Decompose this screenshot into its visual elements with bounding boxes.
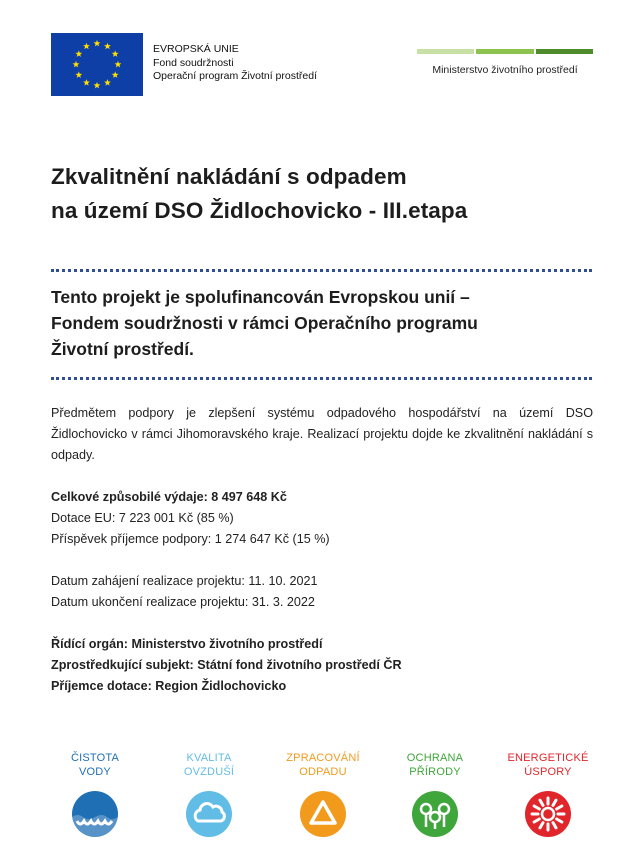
- sun-ray: [540, 800, 543, 805]
- cost-block: [51, 487, 330, 550]
- title-line-2: na území DSO Židlochovicko - III.etapa: [51, 198, 468, 223]
- eu-star: [75, 50, 82, 57]
- total-cost: Celkové způsobilé výdaje: 8 497 648 Kč: [51, 490, 287, 504]
- eu-star: [104, 43, 111, 50]
- label-line-2: ODPADU: [299, 766, 347, 778]
- dotted-divider-top: [51, 269, 592, 272]
- label-line-1: OCHRANA: [406, 752, 464, 764]
- eu-stars-icon: [51, 33, 143, 96]
- sun-energy-icon: [525, 791, 571, 837]
- eu-star: [112, 50, 119, 57]
- managing-authority: Řídící orgán: Ministerstvo životního prostředí: [51, 637, 323, 651]
- icon-label: [163, 751, 255, 781]
- icon-label: [277, 751, 369, 781]
- icon-energy-savings: [502, 751, 594, 837]
- water-icon: [72, 791, 118, 837]
- ministry-color-bars: [417, 49, 593, 54]
- icon-nature-protection: [389, 751, 481, 837]
- date-block: [51, 571, 318, 613]
- ministry-bar-1: [417, 49, 474, 54]
- label-line-1: ZPRACOVÁNÍ: [286, 752, 360, 764]
- sun-ray: [540, 823, 543, 828]
- eu-star: [112, 71, 119, 78]
- icon-waste-processing: [277, 751, 369, 837]
- subtitle-line-1: Tento projekt je spolufinancován Evropskou unií –: [51, 287, 470, 307]
- label-line-1: KVALITA: [186, 752, 232, 764]
- end-date: Datum ukončení realizace projektu: 31. 3. 2022: [51, 595, 315, 609]
- icon-water-quality: [49, 751, 141, 837]
- start-date: Datum zahájení realizace projektu: 11. 10. 2021: [51, 574, 318, 588]
- ministry-name: Ministerstvo životního prostředí: [432, 64, 578, 76]
- label-line-1: ČISTOTA: [70, 752, 120, 764]
- label-line-2: PŘÍRODY: [409, 766, 461, 778]
- ministry-bar-2: [476, 49, 533, 54]
- recycle-triangle-icon: [300, 791, 346, 837]
- eu-star: [83, 43, 90, 50]
- icon-label: [49, 751, 141, 781]
- organisations-block: [51, 634, 402, 697]
- subtitle-line-3: Životní prostředí.: [51, 339, 194, 359]
- sun-ray: [553, 800, 556, 805]
- title-line-1: Zkvalitnění nakládání s odpadem: [51, 164, 407, 189]
- eu-star: [94, 82, 101, 89]
- eu-star: [115, 61, 122, 68]
- grant-recipient: Příjemce dotace: Region Židlochovicko: [51, 679, 287, 693]
- subtitle-line-2: Fondem soudržnosti v rámci Operačního programu: [51, 313, 478, 333]
- nature-icon: [412, 791, 458, 837]
- label-line-2: VODY: [79, 766, 111, 778]
- sun-ray: [534, 819, 539, 822]
- dotted-divider-bottom: [51, 377, 592, 380]
- page-title: [51, 160, 467, 228]
- eu-line-1: EVROPSKÁ UNIE: [153, 43, 239, 55]
- sun-ray: [557, 806, 562, 809]
- icon-label: [502, 751, 594, 781]
- project-description: Předmětem podpory je zlepšení systému odpadového hospodářství na území DSO Židlochovicko v rámci Jihomoravského kraje. Realizací projektu dojde ke zkvalitnění nakládání s odpady.: [51, 406, 593, 462]
- eu-star: [104, 79, 111, 86]
- eu-line-2: Fond soudržnosti: [153, 56, 234, 69]
- eu-grant: Dotace EU: 7 223 001 Kč (85 %): [51, 511, 234, 525]
- label-line-1: ENERGETICKÉ: [507, 752, 589, 764]
- eu-flag-logo: [51, 33, 143, 96]
- eu-star: [94, 40, 101, 47]
- sun-ray: [557, 819, 562, 822]
- cloud-icon: [186, 791, 232, 837]
- eu-star: [73, 61, 80, 68]
- eu-fund-text: [153, 43, 317, 84]
- ministry-bar-3: [536, 49, 593, 54]
- icon-label: [389, 751, 481, 781]
- label-line-2: ÚSPORY: [524, 766, 572, 778]
- intermediary-body: Zprostředkující subjekt: Státní fond životního prostředí ČR: [51, 658, 402, 672]
- icon-air-quality: [163, 751, 255, 837]
- label-line-2: OVZDUŠÍ: [183, 766, 235, 778]
- eu-line-3: Operační program Životní prostředí: [153, 70, 317, 82]
- eu-star: [83, 79, 90, 86]
- sun-ray: [534, 806, 539, 809]
- cofinancing-statement: [51, 284, 596, 362]
- recipient-contribution: Příspěvek příjemce podpory: 1 274 647 Kč (15 %): [51, 532, 330, 546]
- eu-star: [75, 71, 82, 78]
- sun-ray: [553, 823, 556, 828]
